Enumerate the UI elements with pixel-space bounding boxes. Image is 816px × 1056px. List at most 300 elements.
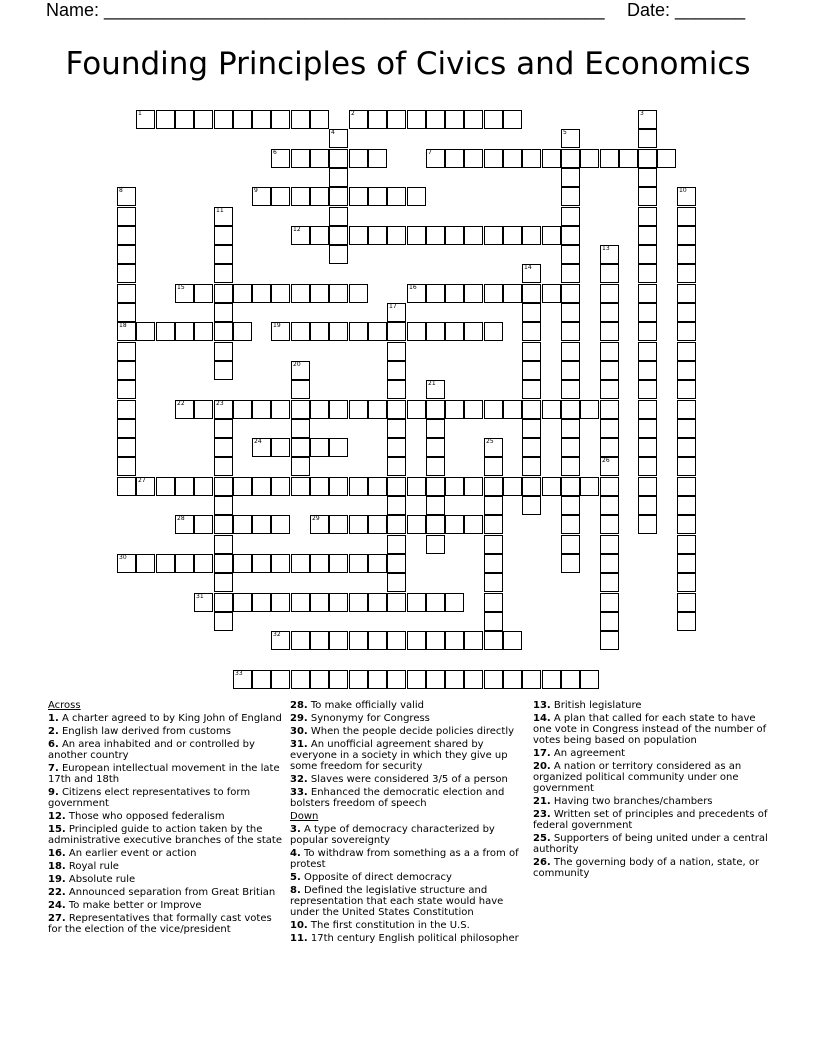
grid-cell[interactable] xyxy=(561,207,580,226)
grid-cell[interactable] xyxy=(638,284,657,303)
grid-cell[interactable] xyxy=(349,631,368,650)
grid-cell[interactable] xyxy=(117,361,136,380)
grid-cell[interactable] xyxy=(561,226,580,245)
grid-cell[interactable] xyxy=(310,670,329,689)
grid-cell[interactable] xyxy=(426,535,445,554)
grid-cell[interactable] xyxy=(349,226,368,245)
grid-cell[interactable] xyxy=(657,149,676,168)
grid-cell[interactable] xyxy=(677,380,696,399)
grid-cell[interactable] xyxy=(542,284,561,303)
grid-cell[interactable] xyxy=(117,400,136,419)
grid-cell[interactable] xyxy=(561,400,580,419)
grid-cell[interactable] xyxy=(291,322,310,341)
grid-cell[interactable] xyxy=(600,631,619,650)
grid-cell[interactable] xyxy=(271,284,290,303)
grid-cell[interactable] xyxy=(310,187,329,206)
grid-cell[interactable] xyxy=(638,129,657,148)
grid-cell[interactable] xyxy=(638,303,657,322)
grid-cell[interactable] xyxy=(310,226,329,245)
grid-cell[interactable] xyxy=(368,187,387,206)
grid-cell[interactable] xyxy=(561,515,580,534)
grid-cell[interactable] xyxy=(484,670,503,689)
grid-cell[interactable] xyxy=(484,226,503,245)
grid-cell[interactable] xyxy=(117,207,136,226)
grid-cell[interactable] xyxy=(214,496,233,515)
grid-cell[interactable] xyxy=(349,284,368,303)
grid-cell[interactable] xyxy=(233,554,252,573)
grid-cell[interactable] xyxy=(600,342,619,361)
grid-cell[interactable] xyxy=(677,457,696,476)
grid-cell[interactable] xyxy=(484,573,503,592)
grid-cell[interactable] xyxy=(291,110,310,129)
grid-cell[interactable] xyxy=(464,477,483,496)
grid-cell[interactable] xyxy=(117,457,136,476)
grid-cell[interactable] xyxy=(194,400,213,419)
grid-cell[interactable] xyxy=(600,477,619,496)
grid-cell[interactable] xyxy=(522,361,541,380)
grid-cell[interactable] xyxy=(329,168,348,187)
grid-cell[interactable] xyxy=(407,631,426,650)
grid-cell[interactable] xyxy=(271,515,290,534)
grid-cell[interactable] xyxy=(522,380,541,399)
grid-cell[interactable] xyxy=(638,400,657,419)
grid-cell[interactable] xyxy=(638,361,657,380)
grid-cell[interactable] xyxy=(214,419,233,438)
grid-cell[interactable] xyxy=(329,245,348,264)
grid-cell[interactable] xyxy=(484,149,503,168)
grid-cell[interactable] xyxy=(117,477,136,496)
grid-cell[interactable] xyxy=(677,496,696,515)
grid-cell[interactable] xyxy=(638,496,657,515)
grid-cell[interactable] xyxy=(156,322,175,341)
grid-cell[interactable] xyxy=(638,322,657,341)
grid-cell[interactable] xyxy=(136,554,155,573)
grid-cell[interactable] xyxy=(329,438,348,457)
grid-cell[interactable] xyxy=(214,322,233,341)
grid-cell[interactable] xyxy=(387,457,406,476)
grid-cell[interactable] xyxy=(117,303,136,322)
grid-cell[interactable] xyxy=(677,438,696,457)
grid-cell[interactable] xyxy=(214,264,233,283)
grid-cell[interactable] xyxy=(329,322,348,341)
grid-cell[interactable] xyxy=(291,457,310,476)
grid-cell[interactable] xyxy=(252,110,271,129)
grid-cell[interactable] xyxy=(522,419,541,438)
grid-cell[interactable] xyxy=(329,477,348,496)
grid-cell[interactable] xyxy=(561,438,580,457)
grid-cell[interactable] xyxy=(677,361,696,380)
grid-cell[interactable] xyxy=(252,477,271,496)
grid-cell[interactable] xyxy=(484,535,503,554)
grid-cell[interactable] xyxy=(503,110,522,129)
grid-cell[interactable] xyxy=(600,438,619,457)
grid-cell[interactable] xyxy=(291,438,310,457)
grid-cell[interactable] xyxy=(484,457,503,476)
grid-cell[interactable] xyxy=(117,380,136,399)
grid-cell[interactable] xyxy=(407,593,426,612)
grid-cell[interactable] xyxy=(600,361,619,380)
grid-cell[interactable] xyxy=(561,149,580,168)
grid-cell[interactable] xyxy=(445,400,464,419)
grid-cell[interactable] xyxy=(368,400,387,419)
grid-cell[interactable] xyxy=(214,303,233,322)
grid-cell[interactable] xyxy=(445,515,464,534)
grid-cell[interactable] xyxy=(561,670,580,689)
grid-cell[interactable] xyxy=(291,631,310,650)
grid-cell[interactable] xyxy=(175,110,194,129)
grid-cell[interactable] xyxy=(233,284,252,303)
grid-cell[interactable] xyxy=(214,342,233,361)
grid-cell[interactable] xyxy=(175,554,194,573)
grid-cell[interactable] xyxy=(464,149,483,168)
grid-cell[interactable] xyxy=(561,187,580,206)
grid-cell[interactable] xyxy=(387,593,406,612)
grid-cell[interactable] xyxy=(271,400,290,419)
grid-cell[interactable] xyxy=(117,419,136,438)
grid-cell[interactable] xyxy=(503,477,522,496)
grid-cell[interactable] xyxy=(407,515,426,534)
grid-cell[interactable] xyxy=(233,322,252,341)
grid-cell[interactable] xyxy=(484,496,503,515)
grid-cell[interactable] xyxy=(271,187,290,206)
grid-cell[interactable] xyxy=(600,400,619,419)
grid-cell[interactable] xyxy=(503,284,522,303)
grid-cell[interactable] xyxy=(484,631,503,650)
grid-cell[interactable] xyxy=(310,110,329,129)
grid-cell[interactable] xyxy=(561,496,580,515)
grid-cell[interactable] xyxy=(117,284,136,303)
grid-cell[interactable] xyxy=(214,457,233,476)
grid-cell[interactable] xyxy=(426,322,445,341)
grid-cell[interactable] xyxy=(561,284,580,303)
grid-cell[interactable] xyxy=(349,187,368,206)
grid-cell[interactable] xyxy=(426,515,445,534)
grid-cell[interactable] xyxy=(677,400,696,419)
grid-cell[interactable] xyxy=(600,380,619,399)
grid-cell[interactable] xyxy=(291,187,310,206)
grid-cell[interactable] xyxy=(271,438,290,457)
grid-cell[interactable] xyxy=(522,438,541,457)
grid-cell[interactable] xyxy=(214,612,233,631)
grid-cell[interactable] xyxy=(638,380,657,399)
grid-cell[interactable] xyxy=(677,535,696,554)
grid-cell[interactable] xyxy=(561,477,580,496)
grid-cell[interactable] xyxy=(233,477,252,496)
grid-cell[interactable] xyxy=(117,342,136,361)
grid-cell[interactable] xyxy=(522,303,541,322)
grid-cell[interactable] xyxy=(291,670,310,689)
grid-cell[interactable] xyxy=(677,264,696,283)
grid-cell[interactable] xyxy=(329,400,348,419)
grid-cell[interactable] xyxy=(387,110,406,129)
grid-cell[interactable] xyxy=(464,670,483,689)
grid-cell[interactable] xyxy=(214,535,233,554)
grid-cell[interactable] xyxy=(349,149,368,168)
grid-cell[interactable] xyxy=(445,322,464,341)
grid-cell[interactable] xyxy=(291,477,310,496)
grid-cell[interactable] xyxy=(310,477,329,496)
grid-cell[interactable] xyxy=(387,226,406,245)
grid-cell[interactable] xyxy=(214,554,233,573)
grid-cell[interactable] xyxy=(580,149,599,168)
grid-cell[interactable] xyxy=(484,612,503,631)
grid-cell[interactable] xyxy=(638,226,657,245)
grid-cell[interactable] xyxy=(368,149,387,168)
grid-cell[interactable] xyxy=(368,477,387,496)
grid-cell[interactable] xyxy=(368,515,387,534)
grid-cell[interactable] xyxy=(580,670,599,689)
grid-cell[interactable] xyxy=(214,361,233,380)
grid-cell[interactable] xyxy=(484,515,503,534)
grid-cell[interactable] xyxy=(310,400,329,419)
grid-cell[interactable] xyxy=(194,477,213,496)
grid-cell[interactable] xyxy=(503,226,522,245)
grid-cell[interactable] xyxy=(252,593,271,612)
grid-cell[interactable] xyxy=(310,284,329,303)
grid-cell[interactable] xyxy=(503,400,522,419)
grid-cell[interactable] xyxy=(484,110,503,129)
grid-cell[interactable] xyxy=(271,554,290,573)
grid-cell[interactable] xyxy=(407,110,426,129)
grid-cell[interactable] xyxy=(329,226,348,245)
grid-cell[interactable] xyxy=(445,284,464,303)
grid-cell[interactable] xyxy=(329,515,348,534)
grid-cell[interactable] xyxy=(677,226,696,245)
grid-cell[interactable] xyxy=(600,284,619,303)
grid-cell[interactable] xyxy=(638,187,657,206)
grid-cell[interactable] xyxy=(542,477,561,496)
grid-cell[interactable] xyxy=(387,438,406,457)
grid-cell[interactable] xyxy=(252,400,271,419)
grid-cell[interactable] xyxy=(387,400,406,419)
grid-cell[interactable] xyxy=(464,631,483,650)
grid-cell[interactable] xyxy=(426,438,445,457)
grid-cell[interactable] xyxy=(677,419,696,438)
grid-cell[interactable] xyxy=(638,419,657,438)
grid-cell[interactable] xyxy=(387,573,406,592)
grid-cell[interactable] xyxy=(484,284,503,303)
grid-cell[interactable] xyxy=(600,515,619,534)
grid-cell[interactable] xyxy=(291,400,310,419)
grid-cell[interactable] xyxy=(561,535,580,554)
grid-cell[interactable] xyxy=(561,457,580,476)
grid-cell[interactable] xyxy=(484,593,503,612)
grid-cell[interactable] xyxy=(387,361,406,380)
grid-cell[interactable] xyxy=(233,400,252,419)
grid-cell[interactable] xyxy=(349,554,368,573)
grid-cell[interactable] xyxy=(194,110,213,129)
grid-cell[interactable] xyxy=(522,149,541,168)
grid-cell[interactable] xyxy=(407,400,426,419)
grid-cell[interactable] xyxy=(329,631,348,650)
grid-cell[interactable] xyxy=(677,593,696,612)
grid-cell[interactable] xyxy=(310,149,329,168)
grid-cell[interactable] xyxy=(291,593,310,612)
grid-cell[interactable] xyxy=(600,149,619,168)
grid-cell[interactable] xyxy=(271,477,290,496)
grid-cell[interactable] xyxy=(561,322,580,341)
grid-cell[interactable] xyxy=(310,554,329,573)
grid-cell[interactable] xyxy=(407,477,426,496)
grid-cell[interactable] xyxy=(445,593,464,612)
grid-cell[interactable] xyxy=(426,400,445,419)
grid-cell[interactable] xyxy=(426,496,445,515)
grid-cell[interactable] xyxy=(368,110,387,129)
grid-cell[interactable] xyxy=(387,380,406,399)
grid-cell[interactable] xyxy=(677,573,696,592)
grid-cell[interactable] xyxy=(445,631,464,650)
grid-cell[interactable] xyxy=(156,477,175,496)
grid-cell[interactable] xyxy=(426,226,445,245)
grid-cell[interactable] xyxy=(291,284,310,303)
grid-cell[interactable] xyxy=(387,477,406,496)
grid-cell[interactable] xyxy=(600,419,619,438)
grid-cell[interactable] xyxy=(117,226,136,245)
grid-cell[interactable] xyxy=(445,110,464,129)
grid-cell[interactable] xyxy=(426,419,445,438)
grid-cell[interactable] xyxy=(561,361,580,380)
grid-cell[interactable] xyxy=(426,110,445,129)
grid-cell[interactable] xyxy=(542,226,561,245)
grid-cell[interactable] xyxy=(522,496,541,515)
grid-cell[interactable] xyxy=(445,477,464,496)
grid-cell[interactable] xyxy=(117,264,136,283)
grid-cell[interactable] xyxy=(677,303,696,322)
grid-cell[interactable] xyxy=(426,477,445,496)
grid-cell[interactable] xyxy=(387,670,406,689)
grid-cell[interactable] xyxy=(464,515,483,534)
grid-cell[interactable] xyxy=(600,535,619,554)
grid-cell[interactable] xyxy=(542,670,561,689)
grid-cell[interactable] xyxy=(638,168,657,187)
grid-cell[interactable] xyxy=(445,226,464,245)
grid-cell[interactable] xyxy=(638,515,657,534)
grid-cell[interactable] xyxy=(638,342,657,361)
grid-cell[interactable] xyxy=(387,342,406,361)
grid-cell[interactable] xyxy=(310,593,329,612)
grid-cell[interactable] xyxy=(677,515,696,534)
grid-cell[interactable] xyxy=(349,593,368,612)
grid-cell[interactable] xyxy=(387,419,406,438)
grid-cell[interactable] xyxy=(464,284,483,303)
grid-cell[interactable] xyxy=(252,670,271,689)
grid-cell[interactable] xyxy=(329,670,348,689)
grid-cell[interactable] xyxy=(368,322,387,341)
grid-cell[interactable] xyxy=(600,264,619,283)
grid-cell[interactable] xyxy=(600,554,619,573)
grid-cell[interactable] xyxy=(464,110,483,129)
grid-cell[interactable] xyxy=(638,245,657,264)
grid-cell[interactable] xyxy=(329,187,348,206)
grid-cell[interactable] xyxy=(542,400,561,419)
grid-cell[interactable] xyxy=(677,322,696,341)
grid-cell[interactable] xyxy=(271,593,290,612)
grid-cell[interactable] xyxy=(561,264,580,283)
grid-cell[interactable] xyxy=(677,342,696,361)
grid-cell[interactable] xyxy=(484,322,503,341)
grid-cell[interactable] xyxy=(542,149,561,168)
grid-cell[interactable] xyxy=(291,149,310,168)
grid-cell[interactable] xyxy=(271,110,290,129)
grid-cell[interactable] xyxy=(214,515,233,534)
grid-cell[interactable] xyxy=(368,670,387,689)
grid-cell[interactable] xyxy=(349,515,368,534)
grid-cell[interactable] xyxy=(580,400,599,419)
grid-cell[interactable] xyxy=(252,554,271,573)
grid-cell[interactable] xyxy=(117,245,136,264)
grid-cell[interactable] xyxy=(426,670,445,689)
grid-cell[interactable] xyxy=(252,284,271,303)
grid-cell[interactable] xyxy=(503,149,522,168)
grid-cell[interactable] xyxy=(561,342,580,361)
grid-cell[interactable] xyxy=(233,593,252,612)
grid-cell[interactable] xyxy=(252,515,271,534)
grid-cell[interactable] xyxy=(522,226,541,245)
grid-cell[interactable] xyxy=(677,284,696,303)
grid-cell[interactable] xyxy=(214,284,233,303)
grid-cell[interactable] xyxy=(349,477,368,496)
grid-cell[interactable] xyxy=(407,670,426,689)
grid-cell[interactable] xyxy=(426,593,445,612)
grid-cell[interactable] xyxy=(561,303,580,322)
grid-cell[interactable] xyxy=(175,322,194,341)
grid-cell[interactable] xyxy=(677,207,696,226)
grid-cell[interactable] xyxy=(464,226,483,245)
grid-cell[interactable] xyxy=(522,284,541,303)
grid-cell[interactable] xyxy=(349,670,368,689)
grid-cell[interactable] xyxy=(600,573,619,592)
grid-cell[interactable] xyxy=(233,110,252,129)
grid-cell[interactable] xyxy=(387,554,406,573)
grid-cell[interactable] xyxy=(156,110,175,129)
grid-cell[interactable] xyxy=(214,226,233,245)
grid-cell[interactable] xyxy=(464,400,483,419)
grid-cell[interactable] xyxy=(387,535,406,554)
grid-cell[interactable] xyxy=(464,322,483,341)
grid-cell[interactable] xyxy=(561,419,580,438)
grid-cell[interactable] xyxy=(484,400,503,419)
grid-cell[interactable] xyxy=(233,515,252,534)
grid-cell[interactable] xyxy=(638,438,657,457)
grid-cell[interactable] xyxy=(600,496,619,515)
grid-cell[interactable] xyxy=(175,477,194,496)
grid-cell[interactable] xyxy=(387,496,406,515)
grid-cell[interactable] xyxy=(619,149,638,168)
grid-cell[interactable] xyxy=(522,322,541,341)
grid-cell[interactable] xyxy=(387,515,406,534)
grid-cell[interactable] xyxy=(387,187,406,206)
grid-cell[interactable] xyxy=(407,322,426,341)
grid-cell[interactable] xyxy=(156,554,175,573)
grid-cell[interactable] xyxy=(291,380,310,399)
grid-cell[interactable] xyxy=(522,457,541,476)
grid-cell[interactable] xyxy=(271,670,290,689)
grid-cell[interactable] xyxy=(329,554,348,573)
grid-cell[interactable] xyxy=(310,322,329,341)
grid-cell[interactable] xyxy=(426,631,445,650)
grid-cell[interactable] xyxy=(194,322,213,341)
grid-cell[interactable] xyxy=(291,554,310,573)
grid-cell[interactable] xyxy=(677,477,696,496)
grid-cell[interactable] xyxy=(600,612,619,631)
grid-cell[interactable] xyxy=(445,670,464,689)
grid-cell[interactable] xyxy=(522,477,541,496)
grid-cell[interactable] xyxy=(329,593,348,612)
grid-cell[interactable] xyxy=(677,245,696,264)
grid-cell[interactable] xyxy=(677,612,696,631)
grid-cell[interactable] xyxy=(214,477,233,496)
grid-cell[interactable] xyxy=(310,631,329,650)
